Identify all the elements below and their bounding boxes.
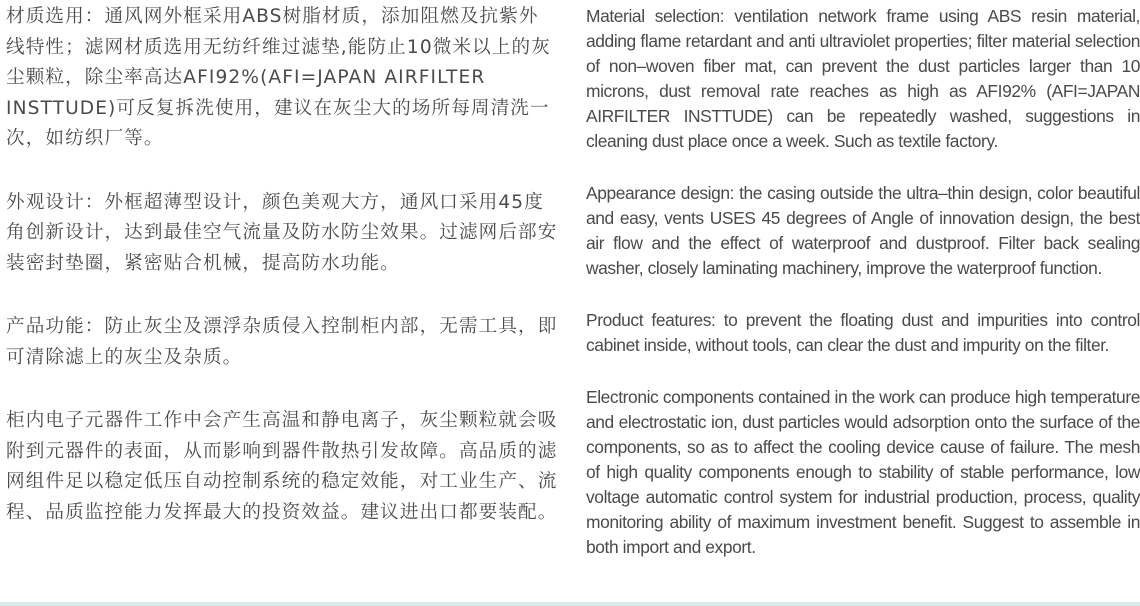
zh-function-paragraph: 产品功能：防止灰尘及漂浮杂质侵入控制柜内部，无需工具，即可清除滤上的灰尘及杂质。	[6, 316, 558, 368]
en-appearance-paragraph: Appearance design: the casing outside the ultra–thin design, color beautiful and easy, vents USES 45 degrees of Angle of innovation design, the best air flow and the effect of waterproof and dustproof. Filter back sealing washer, closely laminating machinery, improve the waterproof function.	[586, 183, 1140, 278]
zh-electronics-paragraph: 柜内电子元器件工作中会产生高温和静电离子，灰尘颗粒就会吸附到元器件的表面，从而影响到器件散热引发故障。高品质的滤网组件足以稳定低压自动控制系统的稳定效能，对工业生产、流程、品质监控能力发挥最大的投资效益。建议进出口都要装配。	[6, 410, 558, 523]
zh-appearance-paragraph: 外观设计：外框超薄型设计，颜色美观大方，通风口采用45度角创新设计，达到最佳空气流量及防水防尘效果。过滤网后部安装密封垫圈，紧密贴合机械，提高防水功能。	[6, 191, 558, 274]
en-electronics-paragraph: Electronic components contained in the work can produce high temperature and electrostatic ion, dust particles would adsorption onto the surface of the components, so as to affect the cooling device cause of failure. The mesh of high quality components enough to stability of stable performance, low voltage automatic control system for industrial production, process, quality monitoring ability of maximum investment benefit. Suggest to assemble in both import and export.	[586, 387, 1140, 557]
en-material-paragraph: Material selection: ventilation network frame using ABS resin material, adding flame retardant and anti ultraviolet properties; filter material selection of non–woven fiber mat, can prevent the dust particles larger than 10 microns, dust removal rate reaches as high as AFI92% (AFI=JAPAN AIRFILTER INSTTUDE) can be repeatedly washed, suggestions in cleaning dust place once a week. Such as textile factory.	[586, 6, 1140, 151]
en-features-paragraph: Product features: to prevent the floating dust and impurities into control cabinet inside, without tools, can clear the dust and impurity on the filter.	[586, 310, 1140, 355]
zh-material-paragraph: 材质选用：通风网外框采用ABS树脂材质，添加阻燃及抗紫外线特性；滤网材质选用无纺纤维过滤垫,能防止10微米以上的灰尘颗粒，除尘率高达AFI92%(AFI=JAPAN AIRFILTER INSTTUDE)可反复拆洗使用，建议在灰尘大的场所每周清洗一次，如纺织厂等。	[6, 6, 551, 149]
english-description-column	[586, 4, 1140, 587]
bottom-divider	[0, 602, 1140, 606]
chinese-description-column	[6, 2, 558, 561]
